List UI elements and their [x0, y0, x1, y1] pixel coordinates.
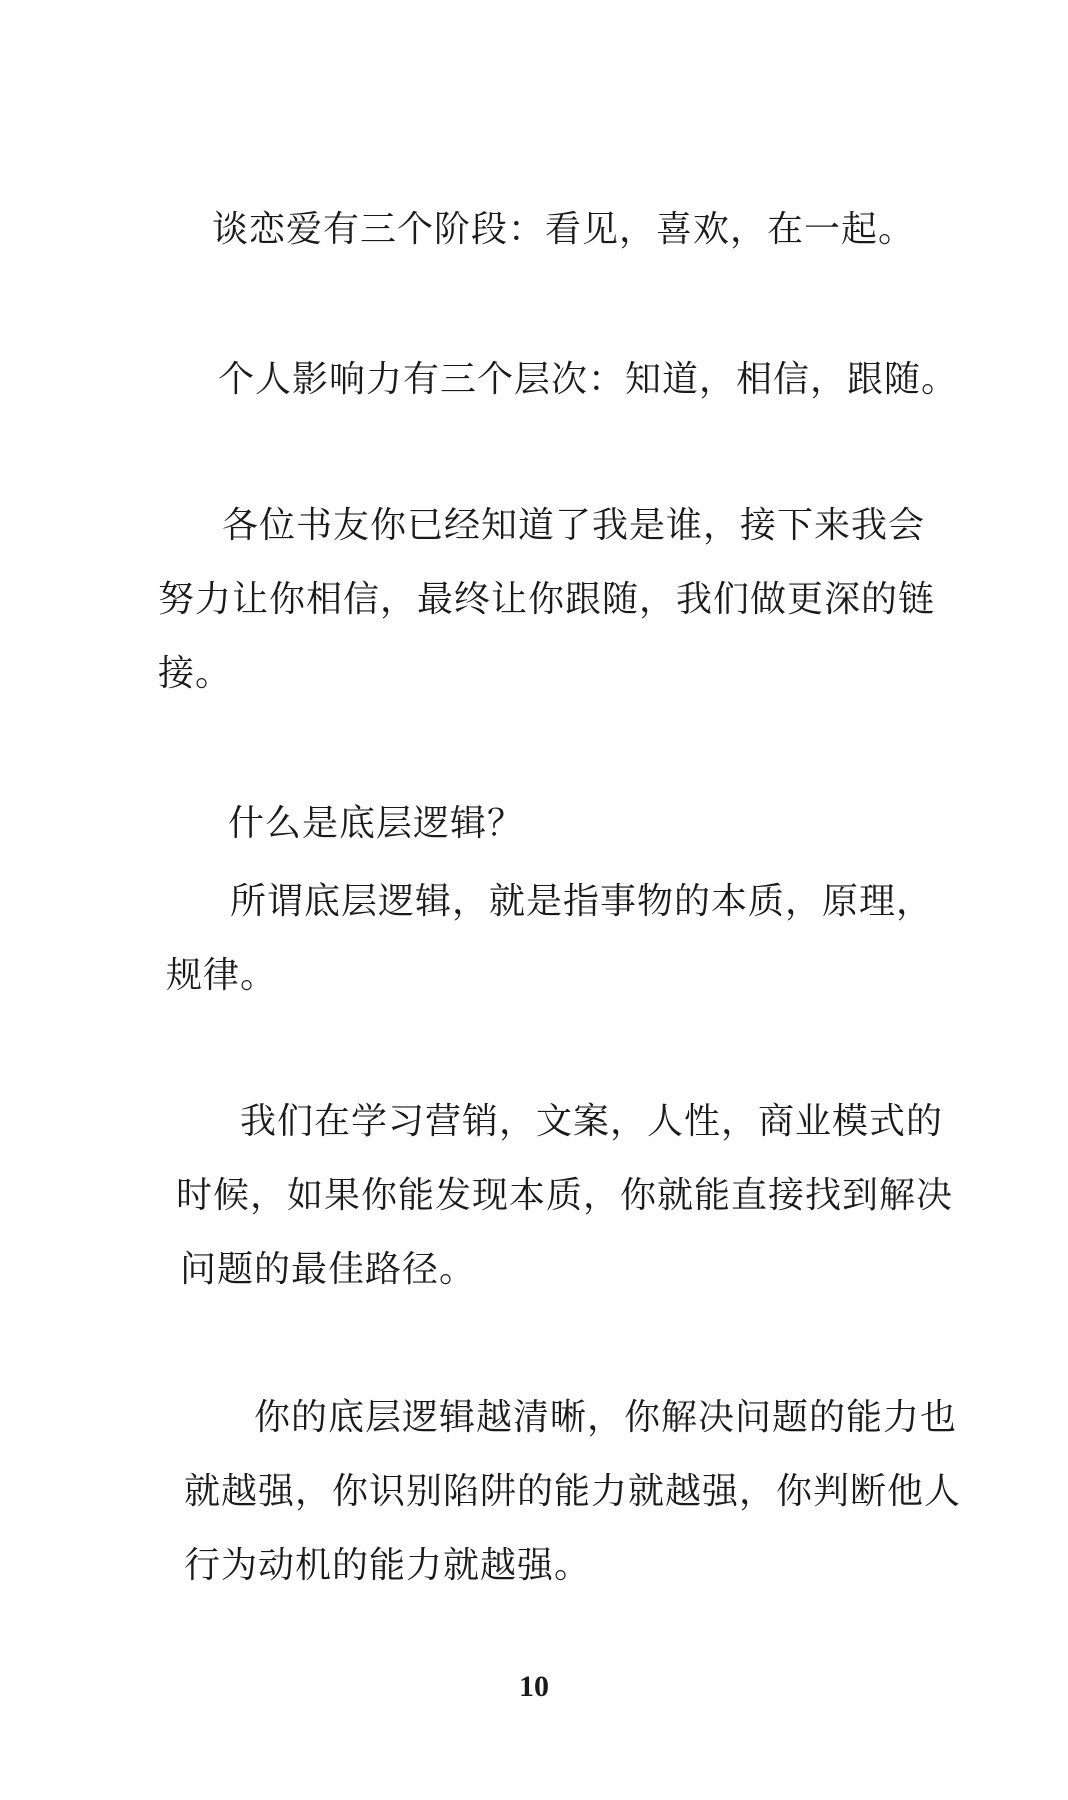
- paragraph-6-line-2: 时候，如果你能发现本质，你就能直接找到解决: [176, 1175, 954, 1216]
- paragraph-2-line-1: 个人影响力有三个层次：知道，相信，跟随。: [218, 359, 959, 400]
- paragraph-3-line-3: 接。: [158, 653, 233, 694]
- paragraph-4-line-1: 什么是底层逻辑？: [228, 803, 525, 844]
- paragraph-3-line-1: 各位书友你已经知道了我是谁，接下来我会: [222, 505, 926, 546]
- paragraph-6-line-3: 问题的最佳路径。: [180, 1249, 477, 1290]
- paragraph-7-line-2: 就越强，你识别陷阱的能力就越强，你判断他人: [184, 1471, 962, 1512]
- page-number: 10: [519, 1670, 549, 1703]
- paragraph-7-line-3: 行为动机的能力就越强。: [184, 1545, 592, 1586]
- paragraph-5-line-2: 规律。: [166, 955, 278, 996]
- paragraph-7-line-1: 你的底层逻辑越清晰，你解决问题的能力也: [254, 1397, 958, 1438]
- paragraph-3-line-2: 努力让你相信，最终让你跟随，我们做更深的链: [158, 579, 936, 620]
- paragraph-6-line-1: 我们在学习营销，文案，人性，商业模式的: [240, 1101, 944, 1142]
- paragraph-1-line-1: 谈恋爱有三个阶段：看见，喜欢，在一起。: [212, 209, 916, 250]
- paragraph-5-line-1: 所谓底层逻辑，就是指事物的本质，原理，: [230, 881, 934, 922]
